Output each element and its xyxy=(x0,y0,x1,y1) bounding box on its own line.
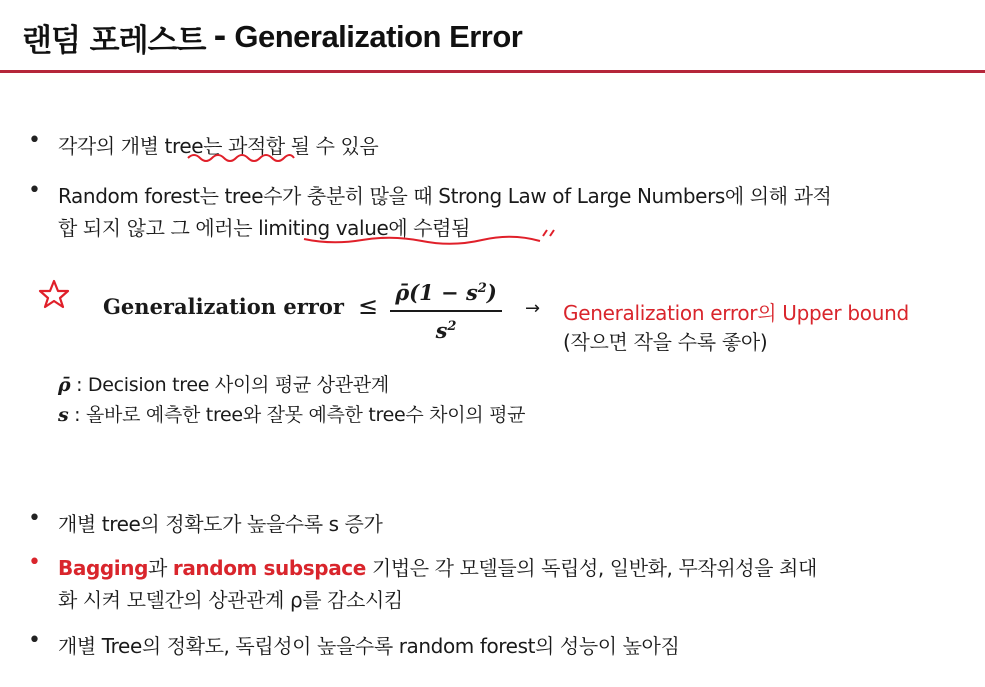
term-random-subspace: random subspace xyxy=(172,556,366,580)
leq-symbol: ≤ xyxy=(358,292,379,320)
title-divider xyxy=(0,70,985,73)
tick-mark-annotation xyxy=(540,226,560,240)
bullet-dot: • xyxy=(28,628,41,653)
bullet-rf-line1: Random forest는 tree수가 충분히 많을 때 Strong Law of Large Numbers에 의해 과적 xyxy=(58,184,832,208)
bullet-dot: • xyxy=(28,506,41,531)
upper-bound-label: Generalization error의 Upper bound xyxy=(563,301,909,325)
underline-squiggle-tree xyxy=(186,150,296,164)
arrow-icon: → xyxy=(525,298,541,319)
slide-title xyxy=(22,14,522,60)
title-english: Generalization Error xyxy=(234,19,523,54)
definition-s: s : 올바로 예측한 tree와 잘못 예측한 tree수 차이의 평균 xyxy=(58,404,526,426)
fraction-bar xyxy=(390,310,502,312)
bullet-bagging-line2: 화 시켜 모델간의 상관관계 ρ를 감소시킴 xyxy=(58,588,403,612)
fraction-denominator: $s^2$ xyxy=(435,318,457,343)
term-bagging: Bagging xyxy=(58,556,148,580)
bullet-dot: • xyxy=(28,178,41,203)
bullet-rf-line2: 합 되지 않고 그 에러는 limiting value에 수렴됨 xyxy=(58,216,471,240)
upper-bound-note: (작으면 작을 수록 좋아) xyxy=(563,330,768,354)
underline-squiggle-limiting xyxy=(302,233,542,247)
bullet-bagging-line1: Bagging과 random subspace 기법은 각 모델들의 독립성, 일반화, 무작위성을 최대 xyxy=(58,556,817,580)
title-separator: - xyxy=(213,19,227,55)
bullet-accuracy: 개별 tree의 정확도가 높을수록 s 증가 xyxy=(58,512,383,536)
definition-rho: ρ̄ : Decision tree 사이의 평균 상관관계 xyxy=(58,374,389,396)
bullet-performance: 개별 Tree의 정확도, 독립성이 높을수록 random forest의 성능이 높아짐 xyxy=(58,634,680,658)
bullet-dot-red: • xyxy=(28,550,41,575)
bullet-dot: • xyxy=(28,128,41,153)
title-korean: 랜덤 포레스트 xyxy=(22,22,206,59)
formula-fraction xyxy=(390,280,502,343)
star-icon xyxy=(38,279,70,309)
bullet-overfit: 각각의 개별 tree는 과적합 될 수 있음 xyxy=(58,134,379,158)
fraction-numerator: ρ̄(1 − $s^2$) xyxy=(395,280,497,305)
formula-label: Generalization error xyxy=(103,294,344,319)
